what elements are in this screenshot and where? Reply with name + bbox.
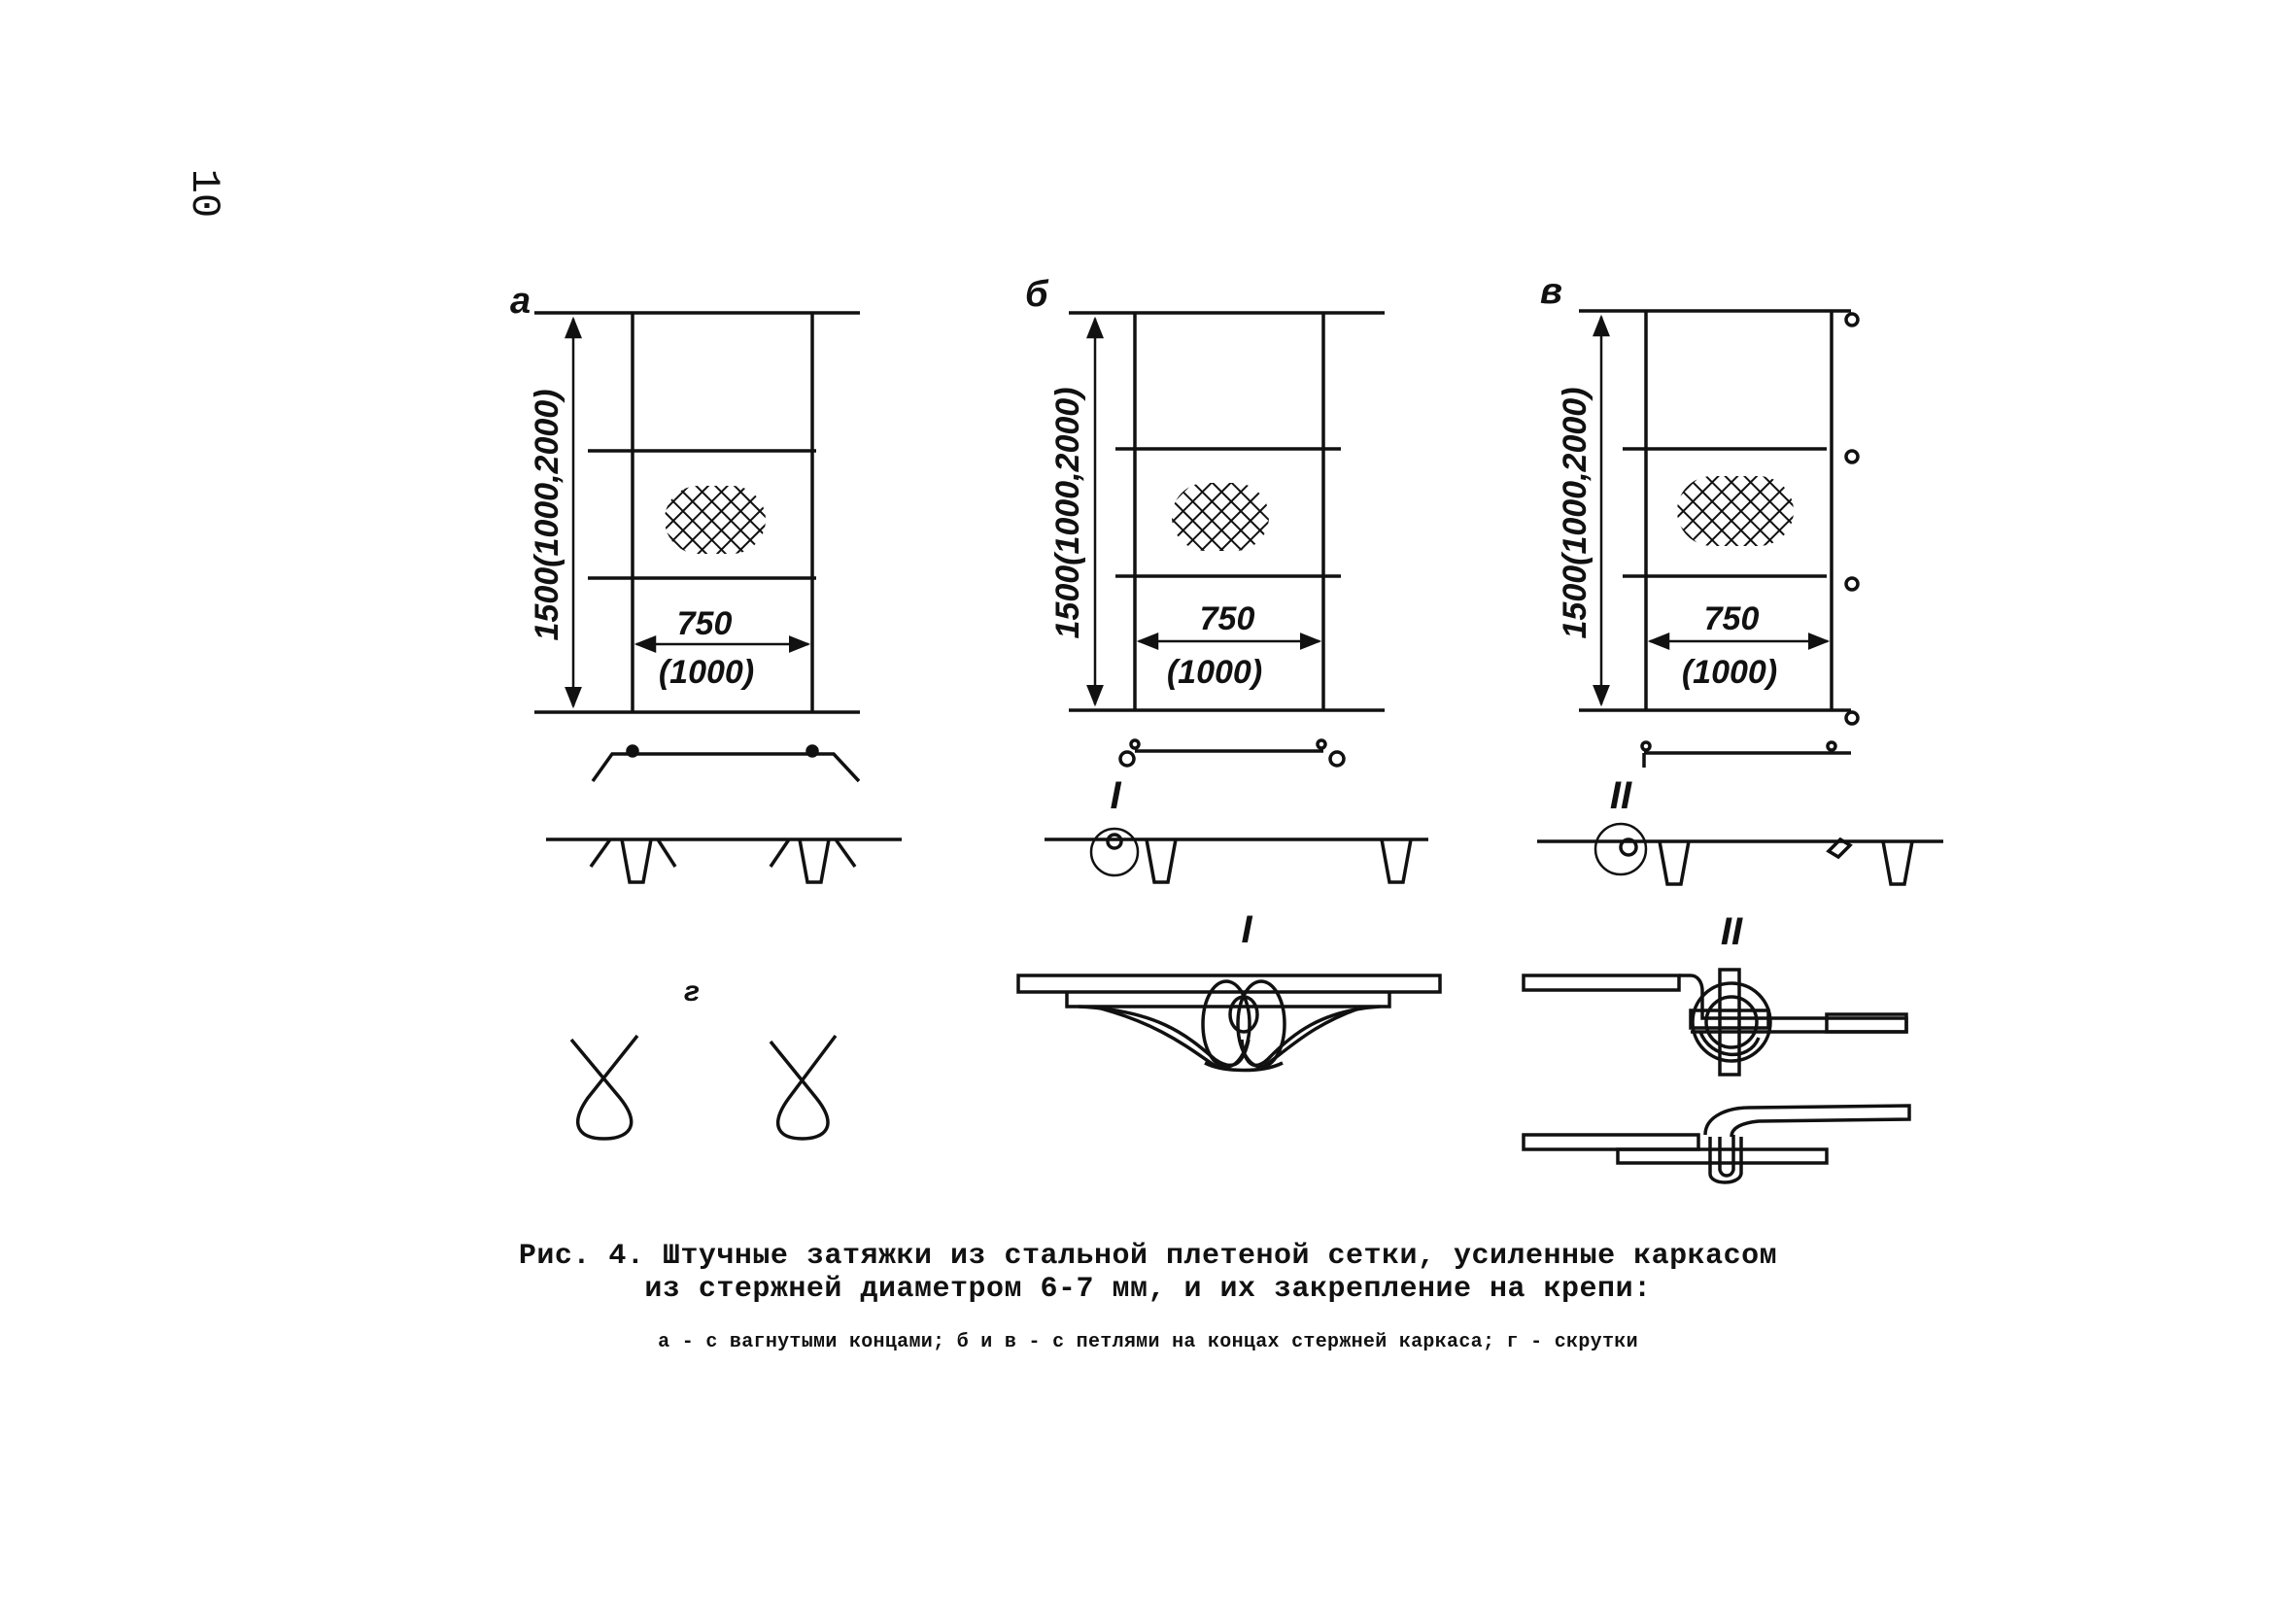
panel-b-width-dim-alt: (1000) — [1166, 654, 1263, 691]
panel-b-height-dim: 1500(1000,2000) — [1049, 387, 1086, 639]
panel-a-width-dim-alt: (1000) — [658, 654, 755, 691]
detail-I-callout: I — [1110, 774, 1121, 817]
panel-b — [1045, 313, 1428, 882]
detail-I-drawing — [1018, 975, 1440, 1071]
mesh-patch — [665, 486, 766, 554]
panel-a — [534, 313, 902, 882]
caption-line-2: из стержней диаметром 6-7 мм, и их закрепление на крепи: — [644, 1273, 1652, 1306]
detail-II-callout: II — [1609, 774, 1632, 817]
panel-v-width-dim: 750 — [1703, 600, 1760, 637]
panel-v-width-dim-alt: (1000) — [1681, 654, 1778, 691]
panel-g-label: г — [683, 975, 701, 1008]
caption-legend: а - с вагнутыми концами; б и в - с петлями на концах стержней каркаса; г - скрутки — [658, 1331, 1638, 1353]
mesh-patch — [1677, 476, 1794, 546]
mesh-patch — [1172, 483, 1269, 551]
panel-b-label: б — [1025, 274, 1048, 315]
panel-v-height-dim: 1500(1000,2000) — [1557, 387, 1593, 639]
detail-I-title: I — [1241, 908, 1252, 951]
panel-a-height-dim: 1500(1000,2000) — [529, 389, 565, 641]
panel-v — [1537, 311, 1943, 884]
caption-line-1: Рис. 4. Штучные затяжки из стальной плетеной сетки, усиленные каркасом — [518, 1240, 1778, 1273]
panel-a-label: а — [510, 281, 531, 322]
detail-II-title: II — [1720, 910, 1743, 953]
panel-v-label: в — [1540, 271, 1562, 312]
detail-II-drawing — [1524, 970, 1909, 1182]
panel-a-width-dim: 750 — [676, 605, 733, 642]
panel-g-twists — [571, 1036, 836, 1139]
panel-b-width-dim: 750 — [1199, 600, 1255, 637]
page-number: 10 — [181, 168, 228, 219]
